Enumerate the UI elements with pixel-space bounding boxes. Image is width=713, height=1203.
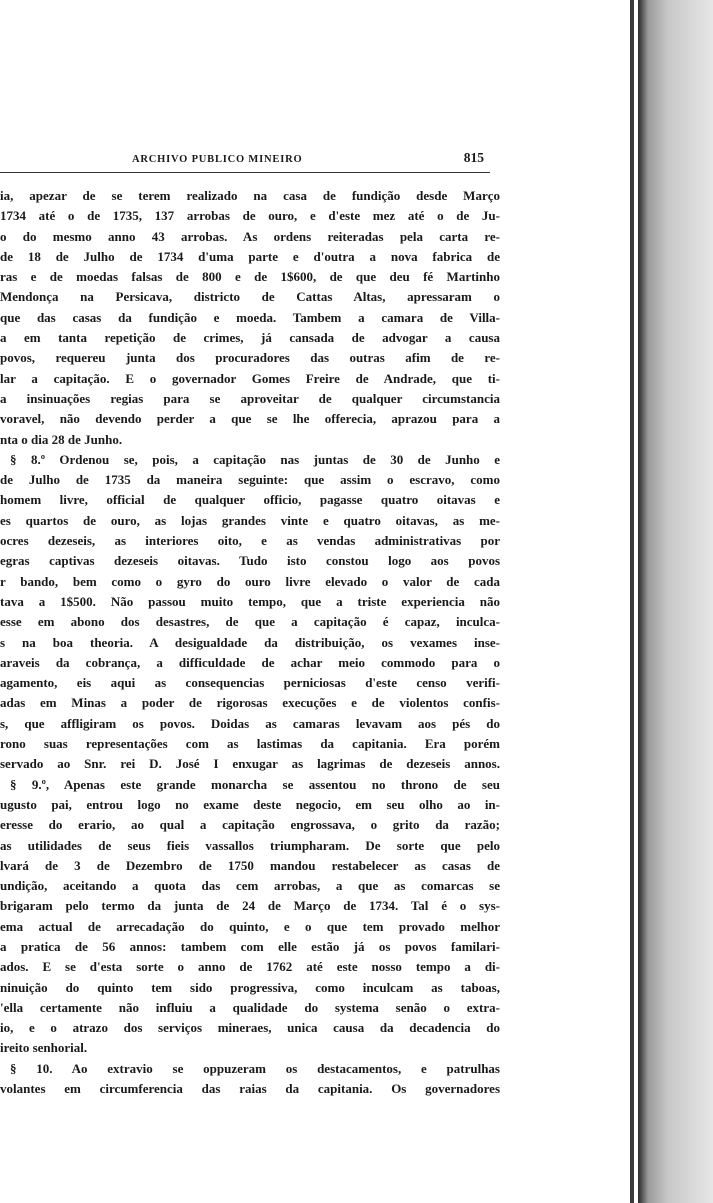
text-line: es quartos de ouro, as lojas grandes vinte e quatro oitavas, as me- (0, 512, 500, 528)
text-line: s, que affligiram os povos. Doidas as camaras levavam aos pés do (0, 715, 500, 731)
text-line: a em tanta repetição de crimes, já cansada de advogar a causa (0, 330, 500, 346)
text-line: 1734 até o de 1735, 137 arrobas de ouro, e d'este mez até o de Ju- (0, 208, 500, 224)
text-line: 'ella certamente não influiu a qualidade do systema senão o extra- (0, 999, 500, 1015)
text-line: de 18 de Julho de 1734 d'uma parte e d'outra a nova fabrica de (0, 248, 500, 264)
running-title: ARCHIVO PUBLICO MINEIRO (132, 154, 303, 165)
text-line: ia, apezar de se terem realizado na casa de fundição desde Março (0, 188, 500, 203)
text-line: a insinuações regias para se aproveitar de qualquer circumstancia (0, 390, 500, 406)
text-line: r bando, bem como o gyro do ouro livre elevado o valor de cada (0, 573, 500, 589)
text-line: ugusto pai, entrou logo no exame deste negocio, em seu olho ao in- (0, 796, 500, 812)
text-line: ireito senhorial. (0, 1040, 88, 1056)
text-line: a pratica de 56 annos: tambem com elle estão já os povos familari- (0, 938, 500, 954)
text-line: de Julho de 1735 da maneira seguinte: que assim o escravo, como (0, 472, 500, 488)
text-line: brigaram pelo termo da junta de 24 de Março de 1734. Tal é o sys- (0, 898, 500, 914)
text-line: que das casas da fundição e moeda. Tambem a camara de Villa- (0, 309, 500, 325)
text-line: undição, aceitando a quota das cem arrobas, a que as comarcas se (0, 878, 500, 894)
text-line: as utilidades de seus fieis vassallos triumpharam. De sorte que pelo (0, 837, 500, 853)
text-line: adas em Minas a poder de rigorosas execuções e de violentos confis- (0, 695, 500, 711)
text-line: povos, requereu junta dos procuradores das outras afim de re- (0, 350, 500, 366)
text-line: homem livre, official de qualquer officio, pagasse quatro oitavas e (0, 492, 500, 508)
text-line: § 10. Ao extravio se oppuzeram os destacamentos, e patrulhas (10, 1060, 500, 1076)
page-binding-shadow (630, 0, 634, 1203)
page-header (0, 150, 490, 173)
text-line: rono suas representações com as lastimas da capitania. Era porém (0, 736, 500, 752)
page-number: 815 (463, 150, 484, 165)
text-line: eresse do erario, ao qual a capitação engrossava, o grito da razão; (0, 817, 500, 833)
text-line: ados. E se d'esta sorte o anno de 1762 até este nosso tempo a di- (0, 959, 500, 975)
text-line: § 8.º Ordenou se, pois, a capitação nas juntas de 30 de Junho e (10, 451, 500, 467)
body-text (0, 186, 500, 1099)
text-line: Mendonça na Persicava, districto de Cattas Altas, apressaram o (0, 289, 500, 305)
page-edge (638, 0, 713, 1203)
text-line: lvará de 3 de Dezembro de 1750 mandou restabelecer as casas de (0, 857, 500, 873)
text-line: voravel, não devendo perder a que se lhe offerecia, aprazou para a (0, 411, 500, 427)
text-line: io, e o atrazo dos serviços mineraes, unica causa da decadencia do (0, 1020, 500, 1036)
text-line: nta o dia 28 de Junho. (0, 431, 123, 447)
text-line: § 9.º, Apenas este grande monarcha se assentou no throno de seu (10, 776, 500, 792)
text-line: tava a 1$500. Não passou muito tempo, que a triste experiencia não (0, 593, 500, 609)
text-line: ema actual de arrecadação do quinto, e o que tem provado melhor (0, 918, 500, 934)
text-line: ras e de moedas falsas de 800 e de 1$600, de que deu fé Martinho (0, 269, 500, 285)
text-line: egras captivas dezeseis oitavas. Tudo isto constou logo aos povos (0, 553, 500, 569)
text-line: o do mesmo anno 43 arrobas. As ordens reiteradas pela carta re- (0, 228, 500, 244)
text-line: volantes em circumferencia das raias da capitania. Os governadores (0, 1081, 500, 1097)
text-line: ocres dezeseis, as interiores oito, e as vendas administrativas por (0, 533, 500, 549)
text-line: s na boa theoria. A desigualdade da distribuição, os vexames inse- (0, 634, 500, 650)
text-line: agamento, eis aqui as consequencias perniciosas d'este censo verifi- (0, 675, 500, 691)
text-line: ninuição do quinto tem sido progressiva, como inculcam as taboas, (0, 979, 500, 995)
text-line: servado ao Snr. rei D. José I enxugar as lagrimas de dezeseis annos. (0, 756, 500, 772)
text-line: araveis da cobrança, a difficuldade de achar meio commodo para o (0, 654, 500, 670)
text-line: esse em abono dos desastres, de que a capitação é capaz, inculca- (0, 614, 500, 630)
text-line: lar a capitação. E o governador Gomes Freire de Andrade, que ti- (0, 370, 500, 386)
